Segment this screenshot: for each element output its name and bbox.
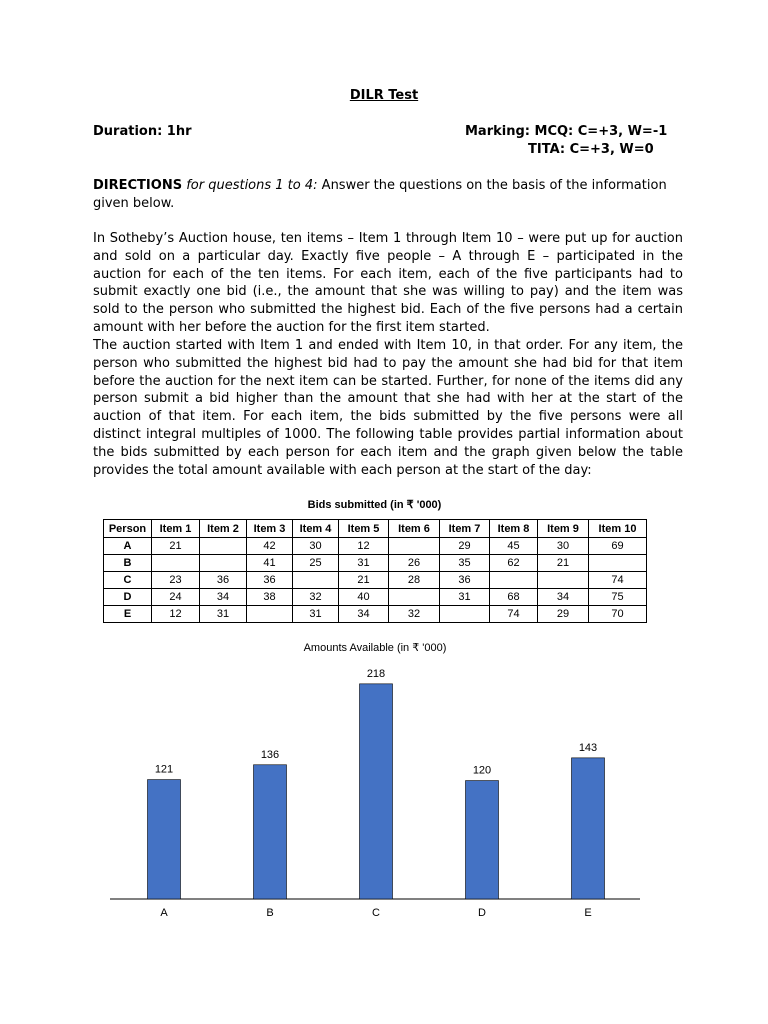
bar-a bbox=[148, 780, 181, 899]
table-cell bbox=[152, 555, 200, 572]
table-cell: A bbox=[104, 538, 152, 555]
table-header-row bbox=[104, 520, 647, 538]
table-cell: 38 bbox=[247, 589, 293, 606]
header-item-10: Item 10 bbox=[589, 520, 647, 538]
bids-table bbox=[103, 519, 647, 623]
table-cell: 12 bbox=[152, 606, 200, 623]
duration-text: Duration: 1hr bbox=[93, 124, 192, 139]
document-title: DILR Test bbox=[349, 88, 419, 103]
header-item-8: Item 8 bbox=[490, 520, 538, 538]
bar-d bbox=[466, 781, 499, 899]
table-row bbox=[104, 606, 647, 623]
data-label-a: 121 bbox=[154, 763, 174, 776]
table-cell: 41 bbox=[247, 555, 293, 572]
table-cell: 26 bbox=[389, 555, 440, 572]
x-tick-label-d: D bbox=[478, 907, 486, 919]
table-cell: 74 bbox=[490, 606, 538, 623]
header-item-4: Item 4 bbox=[293, 520, 339, 538]
table-row bbox=[104, 538, 647, 555]
header-item-1: Item 1 bbox=[152, 520, 200, 538]
table-cell bbox=[200, 555, 247, 572]
table-cell: 62 bbox=[490, 555, 538, 572]
table-cell bbox=[293, 572, 339, 589]
table-cell: 25 bbox=[293, 555, 339, 572]
table-cell: 36 bbox=[200, 572, 247, 589]
table-cell: 32 bbox=[389, 606, 440, 623]
table-cell: B bbox=[104, 555, 152, 572]
table-cell bbox=[247, 606, 293, 623]
table-cell: 42 bbox=[247, 538, 293, 555]
table-row bbox=[104, 555, 647, 572]
table-cell: 40 bbox=[339, 589, 389, 606]
header-item-7: Item 7 bbox=[440, 520, 490, 538]
table-cell: 68 bbox=[490, 589, 538, 606]
table-cell bbox=[389, 538, 440, 555]
table-cell bbox=[389, 589, 440, 606]
table-cell: 21 bbox=[339, 572, 389, 589]
data-label-b: 136 bbox=[260, 748, 280, 761]
table-cell bbox=[589, 555, 647, 572]
chart-bars bbox=[148, 668, 605, 919]
table-cell: 28 bbox=[389, 572, 440, 589]
chart-title: Amounts Available (in ₹ '000) bbox=[303, 642, 447, 654]
header-item-9: Item 9 bbox=[538, 520, 589, 538]
marking-mcq-text: Marking: MCQ: C=+3, W=-1 bbox=[465, 124, 668, 139]
table-cell: 36 bbox=[247, 572, 293, 589]
table-cell: 31 bbox=[293, 606, 339, 623]
table-cell bbox=[440, 606, 490, 623]
paragraph-1: In Sotheby’s Auction house, ten items – Item 1 through Item 10 – were put up for auction and sold on a particular day. Exactly five people – A through E – participated in the auction for each of the ten items. For each item, each of the five participants had to submit exactly one bid (i.e., the amount that she was willing to pay) and the item was sold to the person who submitted the highest bid. Each of the five persons had a certain amount with her before the auction for the first item started. bbox=[93, 231, 683, 335]
data-label-c: 218 bbox=[366, 667, 386, 680]
table-cell: 75 bbox=[589, 589, 647, 606]
x-tick-label-a: A bbox=[160, 907, 168, 919]
table-cell: 34 bbox=[538, 589, 589, 606]
table-cell: 29 bbox=[538, 606, 589, 623]
bar-b bbox=[254, 765, 287, 899]
table-cell: 31 bbox=[339, 555, 389, 572]
table-title: Bids submitted (in ₹ '000) bbox=[307, 499, 442, 511]
header-person: Person bbox=[104, 520, 152, 538]
table-cell: 23 bbox=[152, 572, 200, 589]
directions-label: DIRECTIONS bbox=[93, 178, 183, 193]
table-cell: 34 bbox=[339, 606, 389, 623]
marking-tita-text: TITA: C=+3, W=0 bbox=[528, 142, 654, 157]
directions-question-range: for questions 1 to 4: bbox=[186, 178, 318, 193]
directions bbox=[93, 177, 683, 213]
table-row bbox=[104, 589, 647, 606]
table-cell: 24 bbox=[152, 589, 200, 606]
table-cell: 74 bbox=[589, 572, 647, 589]
bar-e bbox=[572, 758, 605, 899]
data-label-e: 143 bbox=[578, 741, 598, 754]
table-cell: 45 bbox=[490, 538, 538, 555]
table-cell: 70 bbox=[589, 606, 647, 623]
table-cell: 31 bbox=[200, 606, 247, 623]
table-cell bbox=[200, 538, 247, 555]
header-item-2: Item 2 bbox=[200, 520, 247, 538]
data-label-d: 120 bbox=[472, 764, 492, 777]
table-cell: D bbox=[104, 589, 152, 606]
header-item-5: Item 5 bbox=[339, 520, 389, 538]
table-cell: 12 bbox=[339, 538, 389, 555]
table-cell: 29 bbox=[440, 538, 490, 555]
table-cell: 21 bbox=[538, 555, 589, 572]
table-cell: 30 bbox=[293, 538, 339, 555]
x-tick-label-b: B bbox=[266, 907, 274, 919]
table-cell bbox=[538, 572, 589, 589]
table-cell: C bbox=[104, 572, 152, 589]
bar-c bbox=[360, 684, 393, 899]
header-item-6: Item 6 bbox=[389, 520, 440, 538]
table-cell: 21 bbox=[152, 538, 200, 555]
table-cell bbox=[490, 572, 538, 589]
table-cell: 35 bbox=[440, 555, 490, 572]
table-cell: 30 bbox=[538, 538, 589, 555]
table-row bbox=[104, 572, 647, 589]
table-cell: 32 bbox=[293, 589, 339, 606]
table-cell: 69 bbox=[589, 538, 647, 555]
table-cell: 36 bbox=[440, 572, 490, 589]
amounts-bar-chart bbox=[100, 636, 660, 936]
header-item-3: Item 3 bbox=[247, 520, 293, 538]
x-tick-label-c: C bbox=[372, 907, 380, 919]
paragraph-2: The auction started with Item 1 and ended with Item 10, in that order. For any item, the person who submitted the highest bid had to pay the amount she had bid for that item before the auction for the next item can be started. Further, for none of the items did any person submit a bid higher than the amount that she had with her at the start of the auction of that item. For each item, the bids submitted by the five persons were all distinct integral multiples of 1000. The following table provides partial information about the bids submitted by each person for each item and the graph given below the table provides the total amount available with each person at the start of the day: bbox=[93, 338, 683, 478]
table-cell: 34 bbox=[200, 589, 247, 606]
table-cell: 31 bbox=[440, 589, 490, 606]
table-cell: E bbox=[104, 606, 152, 623]
x-tick-label-e: E bbox=[584, 907, 592, 919]
directions-text: Answer the questions on the basis of the information given below. bbox=[93, 178, 667, 211]
